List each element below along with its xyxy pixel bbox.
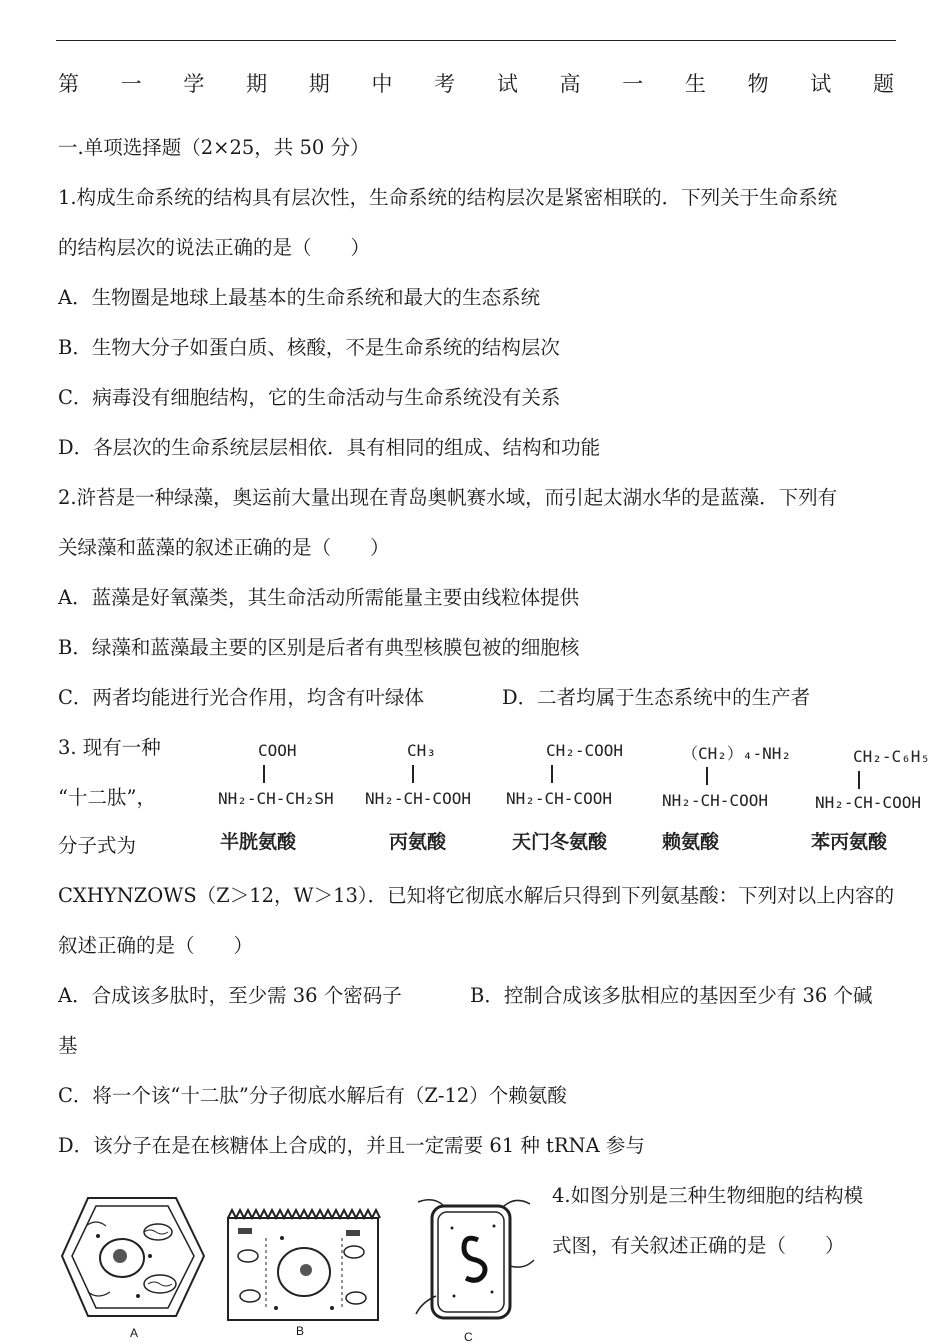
page-title	[58, 68, 894, 98]
q4-stem-line1: 4.如图分别是三种生物细胞的结构模	[552, 1184, 864, 1207]
title-char: 中	[371, 72, 393, 96]
amino-acid-side-chain: CH₂-COOH	[546, 741, 624, 760]
amino-acid-name: 丙氨酸	[389, 831, 447, 853]
q3-option-d: D．该分子在是在核糖体上合成的，并且一定需要 61 种 tRNA 参与	[58, 1134, 645, 1157]
bacterial-cell-figure	[408, 1192, 538, 1330]
q3-stem-part3: 分子式为	[58, 834, 137, 857]
q3-option-c: C．将一个该“十二肽”分子彻底水解后有（Z-12）个赖氨酸	[58, 1084, 567, 1107]
figure-label-b: B	[296, 1324, 305, 1338]
amino-acid-side-chain: CH₃	[407, 741, 436, 760]
title-char: 期	[246, 72, 268, 96]
q2-option-b: B．绿藻和蓝藻最主要的区别是后者有典型核膜包被的细胞核	[58, 636, 580, 659]
q3-stem-part1: 3. 现有一种	[58, 736, 161, 759]
title-char: 试	[810, 72, 832, 96]
amino-acid-side-chain: COOH	[258, 741, 297, 760]
bond-line	[706, 767, 708, 785]
figure-label-a: A	[130, 1326, 139, 1340]
q1-option-b: B．生物大分子如蛋白质、核酸，不是生命系统的结构层次	[58, 336, 560, 359]
amino-acid-backbone: NH₂-CH-COOH	[662, 791, 768, 810]
amino-acid-name: 天门冬氨酸	[512, 831, 608, 853]
title-char: 一	[120, 72, 142, 96]
title-char: 生	[684, 72, 706, 96]
q1-stem-line1: 1.构成生命系统的结构具有层次性，生命系统的结构层次是紧密相联的．下列关于生命系统	[58, 186, 838, 209]
q2-stem-line2: 关绿藻和蓝藻的叙述正确的是（ ）	[58, 536, 390, 559]
title-char: 物	[747, 72, 769, 96]
q2-stem-line1: 2.浒苔是一种绿藻，奥运前大量出现在青岛奥帆赛水域，而引起太湖水华的是蓝藻．下列有	[58, 486, 838, 509]
figure-label-c: C	[464, 1330, 473, 1344]
amino-acid-name: 苯丙氨酸	[811, 831, 888, 853]
amino-acid-backbone: NH₂-CH-CH₂SH	[218, 789, 334, 808]
q3-option-b-cont: 基	[58, 1034, 78, 1057]
q3-option-b: B．控制合成该多肽相应的基因至少有 36 个碱	[470, 984, 873, 1007]
header-rule	[56, 40, 896, 41]
q2-option-d: D．二者均属于生态系统中的生产者	[502, 686, 811, 709]
title-char: 高	[559, 72, 581, 96]
q3-option-a: A．合成该多肽时，至少需 36 个密码子	[58, 984, 402, 1007]
title-char: 学	[183, 72, 205, 96]
bond-line	[858, 771, 860, 789]
q2-option-c: C．两者均能进行光合作用，均含有叶绿体	[58, 686, 424, 709]
title-char: 考	[434, 72, 456, 96]
title-char: 一	[622, 72, 644, 96]
title-char: 题	[872, 72, 894, 96]
title-char: 试	[496, 72, 518, 96]
section-heading: 一.单项选择题（2×25，共 50 分）	[58, 136, 370, 159]
amino-acid-side-chain: （CH₂）₄-NH₂	[682, 744, 792, 763]
q3-formula-text: CXHYNZOWS（Z＞12，W＞13）．已知将它彻底水解后只得到下列氨基酸：下列对以上内容的	[58, 884, 895, 907]
amino-acid-backbone: NH₂-CH-COOH	[815, 793, 921, 812]
amino-acid-name: 赖氨酸	[662, 831, 720, 853]
q3-formula-line	[58, 882, 894, 910]
bond-line	[263, 765, 265, 783]
amino-acid-name: 半胱氨酸	[220, 831, 297, 853]
bond-line	[412, 765, 414, 783]
q1-option-a: A．生物圈是地球上最基本的生命系统和最大的生态系统	[58, 286, 541, 309]
title-char: 期	[308, 72, 330, 96]
amino-acid-backbone: NH₂-CH-COOH	[365, 789, 471, 808]
q4-stem-line2: 式图，有关叙述正确的是（ ）	[552, 1234, 845, 1257]
amino-acid-side-chain: CH₂-C₆H₅	[853, 747, 931, 766]
q3-stem-line2: 叙述正确的是（ ）	[58, 934, 254, 957]
q1-option-c: C．病毒没有细胞结构，它的生命活动与生命系统没有关系	[58, 386, 561, 409]
animal-cell-figure	[226, 1208, 382, 1324]
plant-cell-figure	[58, 1192, 208, 1322]
amino-acid-backbone: NH₂-CH-COOH	[506, 789, 612, 808]
title-char: 第	[58, 72, 79, 96]
q1-stem-line2: 的结构层次的说法正确的是（ ）	[58, 236, 371, 259]
q2-option-a: A．蓝藻是好氧藻类，其生命活动所需能量主要由线粒体提供	[58, 586, 580, 609]
bond-line	[551, 765, 553, 783]
q1-option-d: D．各层次的生命系统层层相依．具有相同的组成、结构和功能	[58, 436, 601, 459]
q3-stem-part2: “十二肽”，	[58, 786, 156, 809]
